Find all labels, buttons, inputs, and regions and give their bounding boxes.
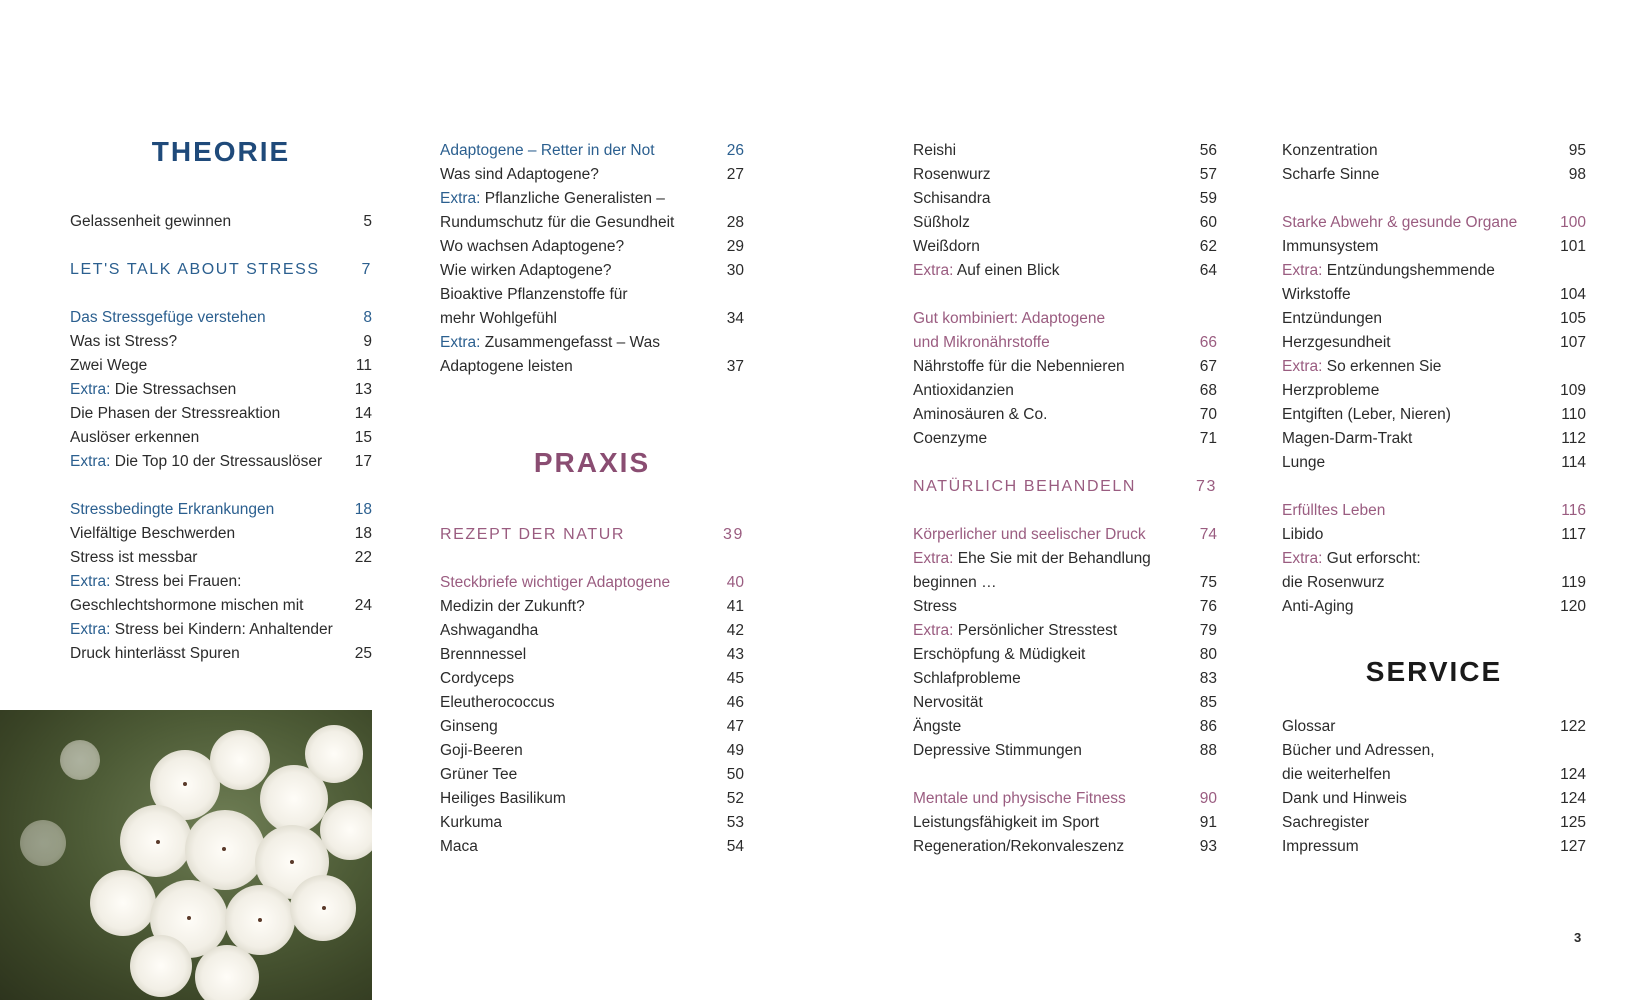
toc-subchapter: und Mikronährstoffe 66	[913, 334, 1217, 351]
toc-entry: beginnen … 75	[913, 574, 1217, 591]
toc-entry: Weißdorn 62	[913, 238, 1217, 255]
toc-entry: Geschlechtshormone mischen mit 24	[70, 597, 372, 614]
blossom	[90, 870, 156, 936]
toc-entry: Ginseng 47	[440, 718, 744, 735]
toc-entry: Süßholz 60	[913, 214, 1217, 231]
toc-chapter: NATÜRLICH BEHANDELN 73	[913, 478, 1217, 495]
toc-entry: Immunsystem 101	[1282, 238, 1586, 255]
toc-entry: Goji-Beeren 49	[440, 742, 744, 759]
toc-entry: die weiterhelfen 124	[1282, 766, 1586, 783]
toc-entry: Depressive Stimmungen 88	[913, 742, 1217, 759]
toc-entry: Ashwagandha 42	[440, 622, 744, 639]
toc-subchapter: Körperlicher und seelischer Druck 74	[913, 526, 1217, 543]
blossom	[320, 800, 372, 860]
toc-entry-extra: Extra: Die Stressachsen 13	[70, 381, 372, 398]
toc-entry: Wo wachsen Adaptogene? 29	[440, 238, 744, 255]
toc-entry: Schlafprobleme 83	[913, 670, 1217, 687]
toc-entry: Erschöpfung & Müdigkeit 80	[913, 646, 1217, 663]
toc-entry: Bioaktive Pflanzenstoffe für	[440, 286, 628, 303]
toc-entry: Heiliges Basilikum 52	[440, 790, 744, 807]
toc-entry-extra: Extra: Stress bei Frauen:	[70, 573, 242, 590]
blossom	[210, 730, 270, 790]
toc-entry: Medizin der Zukunft? 41	[440, 598, 744, 615]
toc-subchapter: Erfülltes Leben 116	[1282, 502, 1586, 519]
toc-entry: Stress 76	[913, 598, 1217, 615]
toc-entry: Antioxidanzien 68	[913, 382, 1217, 399]
toc-entry-extra: Extra: Pflanzliche Generalisten –	[440, 190, 665, 207]
toc-entry: Aminosäuren & Co. 70	[913, 406, 1217, 423]
toc-entry: mehr Wohlgefühl 34	[440, 310, 744, 327]
blossom	[60, 740, 100, 780]
blossom	[195, 945, 259, 1000]
toc-entry-extra: Extra: Die Top 10 der Stressauslöser 17	[70, 453, 372, 470]
toc-entry: Vielfältige Beschwerden 18	[70, 525, 372, 542]
toc-entry: Stress ist messbar 22	[70, 549, 372, 566]
page-number: 3	[1574, 930, 1582, 945]
toc-entry: Nervosität 85	[913, 694, 1217, 711]
toc-entry: Druck hinterlässt Spuren 25	[70, 645, 372, 662]
toc-subchapter: Mentale und physische Fitness 90	[913, 790, 1217, 807]
toc-entry: Entzündungen 105	[1282, 310, 1586, 327]
stamen	[156, 840, 160, 844]
toc-subchapter: Stressbedingte Erkrankungen 18	[70, 501, 372, 518]
toc-entry: Bücher und Adressen,	[1282, 742, 1435, 759]
toc-entry: Brennnessel 43	[440, 646, 744, 663]
toc-entry: Herzprobleme 109	[1282, 382, 1586, 399]
stamen	[258, 918, 262, 922]
section-heading-praxis: PRAXIS	[533, 447, 651, 478]
toc-entry-extra: Extra: Persönlicher Stresstest 79	[913, 622, 1217, 639]
toc-entry: Wirkstoffe 104	[1282, 286, 1586, 303]
toc-entry-extra: Extra: Auf einen Blick 64	[913, 262, 1217, 279]
toc-entry: Zwei Wege 11	[70, 357, 372, 374]
stamen	[222, 847, 226, 851]
toc-entry: Die Phasen der Stressreaktion 14	[70, 405, 372, 422]
toc-subchapter: Steckbriefe wichtiger Adaptogene 40	[440, 574, 744, 591]
toc-entry: Ängste 86	[913, 718, 1217, 735]
toc-entry: Gelassenheit gewinnen 5	[70, 213, 372, 230]
hawthorn-blossom-photo	[0, 710, 372, 1000]
toc-entry: Adaptogene leisten 37	[440, 358, 744, 375]
toc-entry: Rundumschutz für die Gesundheit 28	[440, 214, 744, 231]
toc-entry: Magen-Darm-Trakt 112	[1282, 430, 1586, 447]
stamen	[322, 906, 326, 910]
toc-entry: Glossar 122	[1282, 718, 1586, 735]
toc-subchapter: Gut kombiniert: Adaptogene	[913, 310, 1106, 327]
toc-entry: Coenzyme 71	[913, 430, 1217, 447]
toc-entry: Maca 54	[440, 838, 744, 855]
toc-entry: Was sind Adaptogene? 27	[440, 166, 744, 183]
toc-entry: Wie wirken Adaptogene? 30	[440, 262, 744, 279]
toc-entry: Regeneration/Rekonvaleszenz 93	[913, 838, 1217, 855]
toc-entry: Sachregister 125	[1282, 814, 1586, 831]
toc-subchapter: Das Stressgefüge verstehen 8	[70, 309, 372, 326]
toc-entry: Leistungsfähigkeit im Sport 91	[913, 814, 1217, 831]
toc-entry: Scharfe Sinne 98	[1282, 166, 1586, 183]
stamen	[290, 860, 294, 864]
toc-entry: Dank und Hinweis 124	[1282, 790, 1586, 807]
section-heading-service: SERVICE	[1365, 656, 1503, 687]
toc-entry: Eleutherococcus 46	[440, 694, 744, 711]
toc-subchapter: Adaptogene – Retter in der Not 26	[440, 142, 744, 159]
toc-entry: Was ist Stress? 9	[70, 333, 372, 350]
toc-entry: Anti-Aging 120	[1282, 598, 1586, 615]
toc-entry: Cordyceps 45	[440, 670, 744, 687]
stamen	[183, 782, 187, 786]
toc-entry-extra: Extra: Gut erforscht:	[1282, 550, 1421, 567]
toc-entry: Impressum 127	[1282, 838, 1586, 855]
toc-entry: Konzentration 95	[1282, 142, 1586, 159]
blossom	[130, 935, 192, 997]
toc-entry: Schisandra 59	[913, 190, 1217, 207]
toc-entry: Herzgesundheit 107	[1282, 334, 1586, 351]
toc-entry-extra: Extra: Ehe Sie mit der Behandlung	[913, 550, 1151, 567]
stamen	[187, 916, 191, 920]
toc-entry: Rosenwurz 57	[913, 166, 1217, 183]
toc-entry-extra: Extra: Entzündungshemmende	[1282, 262, 1495, 279]
toc-entry: Auslöser erkennen 15	[70, 429, 372, 446]
toc-entry: Entgiften (Leber, Nieren) 110	[1282, 406, 1586, 423]
toc-chapter: REZEPT DER NATUR 39	[440, 526, 744, 543]
toc-entry-extra: Extra: So erkennen Sie	[1282, 358, 1442, 375]
toc-entry: die Rosenwurz 119	[1282, 574, 1586, 591]
toc-entry-extra: Extra: Stress bei Kindern: Anhaltender	[70, 621, 333, 638]
section-heading-theorie: THEORIE	[151, 136, 291, 167]
toc-entry-extra: Extra: Zusammengefasst – Was	[440, 334, 660, 351]
toc-entry: Nährstoffe für die Nebennieren 67	[913, 358, 1217, 375]
toc-entry: Lunge 114	[1282, 454, 1586, 471]
toc-chapter: LET'S TALK ABOUT STRESS 7	[70, 261, 372, 278]
toc-entry: Grüner Tee 50	[440, 766, 744, 783]
toc-subchapter: Starke Abwehr & gesunde Organe 100	[1282, 214, 1586, 231]
toc-entry: Libido 117	[1282, 526, 1586, 543]
blossom	[305, 725, 363, 783]
toc-entry: Reishi 56	[913, 142, 1217, 159]
blossom	[20, 820, 66, 866]
toc-entry: Kurkuma 53	[440, 814, 744, 831]
